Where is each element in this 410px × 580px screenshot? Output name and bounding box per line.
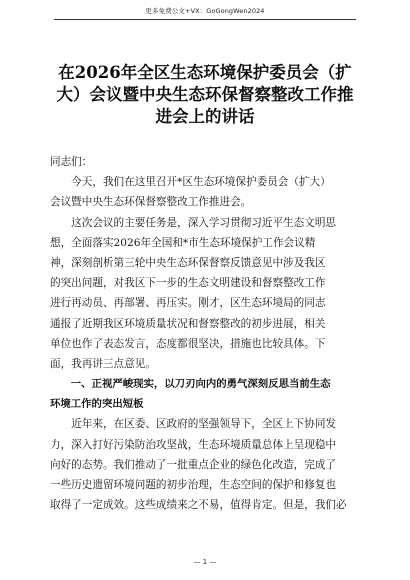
header-divider [54, 19, 356, 20]
text-line: 会议暨中央生态环保督察整改工作推进会。 [50, 196, 252, 209]
title-line: 在2026年全区生态环境保护委员会（扩 [58, 63, 352, 82]
page-header: 更多免费公文+VX：GoGongWen2024 [145, 7, 265, 15]
paragraph-section-one [50, 414, 368, 515]
title-line: 大）会议暨中央生态环保督察整改工作推 [56, 85, 354, 104]
text-line: 一些历史遗留环境问题的初步治理，生态空间的保护和修复也 [50, 479, 337, 491]
title-line: 进会上的讲话 [155, 107, 255, 126]
text-line: 力，深入打好污染防治攻坚战，生态环境质量总体上呈现稳中 [50, 438, 337, 451]
text-line: 近年来，在区委、区政府的坚强领导下，全区上下协同发 [50, 418, 337, 431]
text-line: 想，全面落实2026年全国和*市生态环境保护工作会议精 [50, 236, 316, 249]
paragraph-opening [50, 172, 368, 374]
text-line: 神，深刻剖析第三轮中央生态环保督察反馈意见中涉及我区 [50, 256, 326, 269]
text-line: 向好的态势。我们推动了一批重点企业的绿色化改造，完成了 [50, 458, 337, 471]
text-line: 进行再动员、再部署、再压实。刚才，区生态环境局的同志 [50, 297, 326, 310]
text-line: 这次会议的主要任务是，深入学习贯彻习近平生态文明思 [50, 216, 337, 229]
document-title [50, 62, 360, 128]
text-line: 今天，我们在这里召开*区生态环境保护委员会（扩大） [50, 176, 331, 189]
heading-line: 一、正视严峻现实，以刀刃向内的勇气深刻反思当前生态 [50, 378, 331, 391]
page-number: — 1 — [193, 558, 217, 566]
text-line: 的突出问题，对我区下一步的生态文明建设和督察整改工作 [50, 277, 326, 290]
heading-line: 环境工作的突出短板 [50, 398, 144, 411]
document-body [50, 152, 368, 515]
text-line: 面，我再讲三点意见。 [50, 357, 156, 370]
section-heading [50, 374, 368, 414]
text-line: 通报了近期我区环境质量状况和督察整改的初步进展，相关 [50, 317, 326, 330]
salutation: 同志们： [50, 156, 93, 168]
text-line: 取得了一定成效。这些成绩来之不易，值得肯定。但是，我们必 [50, 499, 347, 512]
text-line: 单位也作了表态发言，态度都很坚决，措施也比较具体。下 [50, 337, 326, 350]
